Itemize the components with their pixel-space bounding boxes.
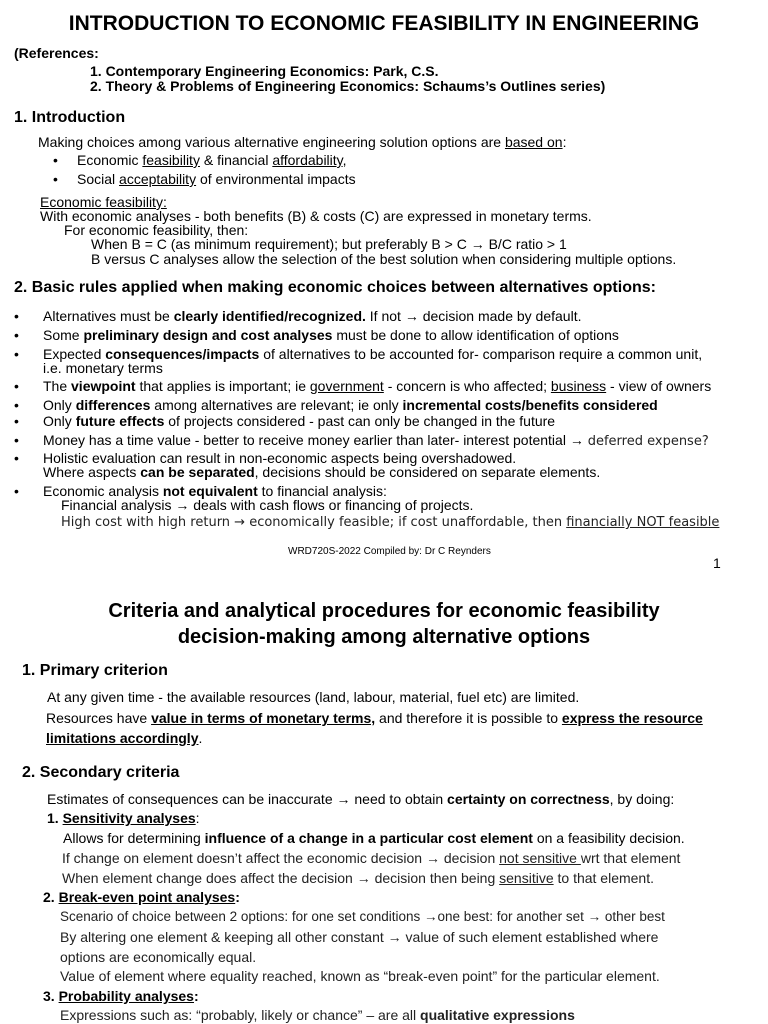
text-span: If not → decision made by default. [365, 308, 582, 324]
rule-item: Holistic evaluation can result in non-economic aspects being overshadowed. [43, 450, 517, 466]
subheading-break-even [43, 889, 240, 905]
text-span: of projects considered - past can only be changed in the future [164, 413, 556, 429]
rule-item [43, 397, 658, 413]
text-span: Resources have [46, 710, 152, 726]
rule-item-continuation: Financial analysis → deals with cash flows or financing of projects. [61, 497, 474, 513]
text-span: differences [75, 397, 151, 413]
text-span: wrt that element [580, 850, 681, 866]
rule-item-continuation [61, 515, 719, 530]
text-span: limitations accordingly [46, 730, 199, 746]
text-span: sensitive [499, 870, 554, 886]
text-span: Money has a time value - better to receive money earlier than later- interest potential → [43, 432, 588, 448]
rule-item [43, 308, 581, 324]
text-span: Some [43, 327, 84, 343]
rule-item [43, 432, 709, 449]
text-span: : [193, 988, 199, 1004]
bullet-icon: • [14, 413, 19, 429]
text-span: influence of a change in a particular cost element [204, 830, 533, 846]
text-span: - concern is who affected; [383, 378, 551, 394]
text-span: 2. [43, 889, 59, 905]
page-number: 1 [713, 555, 721, 571]
text-span: High cost with high return → economically feasible; if cost unaffordable, then [61, 515, 567, 530]
section-heading-basic-rules: 2. Basic rules applied when making economic choices between alternatives options: [14, 279, 656, 296]
text-span: Sensitivity analyses [62, 810, 196, 826]
section-heading-introduction: 1. Introduction [14, 109, 126, 126]
list-item [77, 152, 347, 168]
page-title: INTRODUCTION TO ECONOMIC FEASIBILITY IN ENGINEERING [68, 12, 700, 35]
text-span: value in terms of monetary terms, [151, 710, 376, 726]
rule-item [43, 378, 711, 394]
text-span: , decisions should be considered on separate elements. [254, 464, 601, 480]
text-span: future effects [75, 413, 165, 429]
rule-item [43, 327, 619, 343]
text-span: When element change does affect the decision → decision then being [62, 870, 500, 886]
body-text [46, 710, 703, 726]
subheading-probability [43, 988, 199, 1004]
page-title-line-1: Criteria and analytical procedures for economic feasibility [108, 600, 660, 622]
page-title-line-2: decision-making among alternative options [177, 626, 591, 648]
bullet-icon: • [14, 450, 19, 466]
list-item [77, 171, 356, 187]
text-span: business [550, 378, 607, 394]
text-span: Economic [77, 152, 143, 168]
bullet-icon: • [14, 327, 19, 343]
bullet-icon: • [14, 308, 19, 324]
rule-item [43, 413, 555, 429]
body-text: For economic feasibility, then: [64, 222, 249, 238]
text-span: financially NOT feasible [566, 515, 720, 530]
text-span: of alternatives to be accounted for- comparison require a common unit, [259, 346, 703, 362]
text-span: feasibility [142, 152, 200, 168]
text-span: Allows for determining [63, 830, 205, 846]
body-text: options are economically equal. [60, 949, 257, 965]
body-text [62, 850, 680, 866]
text-span: Only [43, 413, 76, 429]
text-span: Economic analysis [43, 483, 163, 499]
text-span: of environmental impacts [196, 171, 356, 187]
text-span: Where aspects [43, 464, 141, 480]
body-text: When B = C (as minimum requirement); but preferably B > C → B/C ratio > 1 [91, 236, 567, 252]
subheading-sensitivity [47, 810, 200, 826]
body-text [46, 730, 202, 746]
page-footer: WRD720S-2022 Compiled by: Dr C Reynders [288, 546, 491, 557]
text-span: : [235, 889, 240, 905]
bullet-icon: • [14, 378, 19, 394]
reference-item: 1. Contemporary Engineering Economics: Park, C.S. [90, 63, 439, 79]
text-span: Social [77, 171, 120, 187]
section-heading-secondary-criteria: 2. Secondary criteria [22, 764, 180, 781]
text-span: 1. [47, 810, 63, 826]
rule-item-continuation [43, 464, 600, 480]
bullet-icon: • [14, 346, 19, 362]
text-span: express the resource [561, 710, 703, 726]
text-span: not equivalent [162, 483, 258, 499]
bullet-icon: • [53, 152, 58, 168]
text-span: preliminary design and cost analyses [83, 327, 333, 343]
text-span: Making choices among various alternative engineering solution options are [38, 134, 505, 150]
text-span: must be done to allow identification of options [332, 327, 619, 343]
text-span: viewpoint [71, 378, 136, 394]
bullet-icon: • [14, 432, 19, 448]
body-text [47, 791, 674, 807]
text-span: affordability [272, 152, 343, 168]
text-span: Alternatives must be [43, 308, 174, 324]
text-span: : [562, 134, 567, 150]
text-span: Probability analyses [58, 988, 194, 1004]
bullet-icon: • [53, 171, 58, 187]
body-text: At any given time - the available resources (land, labour, material, fuel etc) are limited. [47, 689, 580, 705]
text-span: Expressions such as: “probably, likely or chance” – are all [60, 1007, 421, 1023]
bullet-icon: • [14, 483, 19, 499]
text-span: on a feasibility decision. [532, 830, 685, 846]
text-span: The [43, 378, 72, 394]
text-span: that applies is important; ie [135, 378, 310, 394]
text-span: 3. [43, 988, 59, 1004]
text-span: , by doing: [609, 791, 675, 807]
body-text [63, 830, 685, 846]
text-span: can be separated [140, 464, 255, 480]
text-span: and therefore it is possible to [375, 710, 562, 726]
text-span: , [342, 152, 347, 168]
text-span: based on [504, 134, 563, 150]
body-text [60, 1007, 575, 1023]
text-span: & financial [199, 152, 273, 168]
intro-paragraph [38, 134, 566, 150]
body-text: Scenario of choice between 2 options: for one set conditions →one best: for another set → other best [60, 909, 665, 924]
text-span: not sensitive [499, 850, 581, 866]
text-span: clearly identified/recognized. [173, 308, 366, 324]
text-span: consequences/impacts [105, 346, 260, 362]
rule-item-continuation: i.e. monetary terms [43, 360, 163, 376]
text-span: acceptability [119, 171, 197, 187]
body-text: By altering one element & keeping all other constant → value of such element established where [60, 929, 659, 945]
body-text: With economic analyses - both benefits (B) & costs (C) are expressed in monetary terms. [40, 208, 592, 224]
text-span: - view of owners [606, 378, 712, 394]
section-heading-primary-criterion: 1. Primary criterion [22, 662, 168, 679]
text-span: among alternatives are relevant; ie only [150, 397, 403, 413]
text-span: certainty on correctness [447, 791, 610, 807]
text-span: to financial analysis: [257, 483, 387, 499]
body-text: B versus C analyses allow the selection of the best solution when considering multiple options. [91, 251, 677, 267]
body-text [62, 870, 654, 886]
text-span: government [309, 378, 384, 394]
text-span: Only [43, 397, 76, 413]
text-span: If change on element doesn’t affect the economic decision → decision [62, 850, 500, 866]
text-span: deferred expense? [587, 434, 709, 449]
bullet-icon: • [14, 397, 19, 413]
body-text: Value of element where equality reached, known as “break-even point” for the particular element. [60, 968, 660, 984]
text-span: Estimates of consequences can be inaccurate → need to obtain [47, 791, 448, 807]
economic-feasibility-label: Economic feasibility: [40, 194, 167, 210]
references-label: (References: [14, 45, 99, 61]
text-span: incremental costs/benefits considered [402, 397, 658, 413]
text-span: qualitative expressions [420, 1007, 575, 1023]
text-span: Expected [43, 346, 106, 362]
reference-item: 2. Theory & Problems of Engineering Economics: Schaums’s Outlines series) [90, 78, 606, 94]
text-span: Break-even point analyses [58, 889, 236, 905]
text-span: : [195, 810, 200, 826]
text-span: to that element. [553, 870, 655, 886]
text-span: . [198, 730, 203, 746]
